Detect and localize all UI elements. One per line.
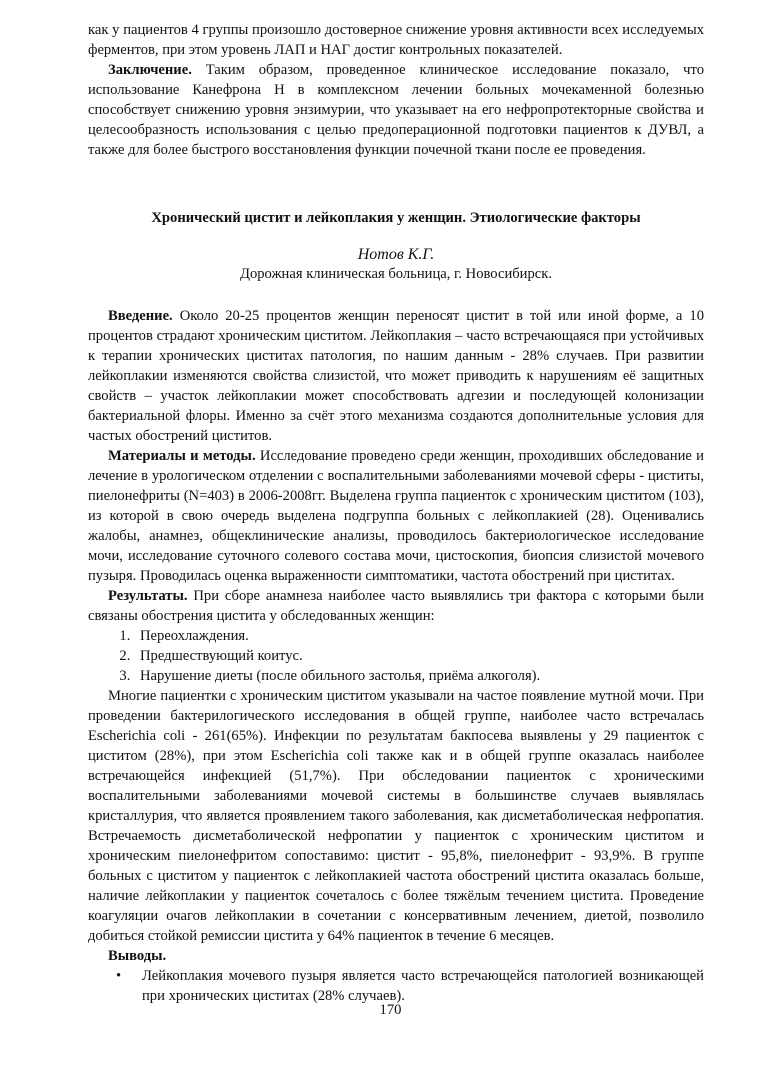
- article-affiliation: Дорожная клиническая больница, г. Новосибирск.: [239, 266, 552, 282]
- article-author: Нотов К.Г.: [357, 246, 435, 263]
- results-discussion-paragraph: Многие пациентки с хроническим циститом указывали на частое появление мутной мочи. При проведении бактерилогического исследования в общей группе, наиболее часто встречалась Escherichia coli - 261(65%). Инфекции по результатам бакпосева выявлены у 29 пациенток с циститом (28%), при этом Escherichia coli также как и в общей группе оказалась наиболее встречающейся инфекцией (51,7%). При обследовании пациенток с хроническими воспалительными заболеваниями мочевой системы в большинстве случаев выявлялась кристаллурия, что является проявлением такого заболевания, как дисметаболическая нефропатия. Встречаемость дисметаболической нефропатии у пациенток с хроническим циститом и хроническим пиелонефритом сопоставимо: цистит - 95,8%, пиелонефрит - 93,9%. В группе больных с циститом у пациенток с лейкоплакией частота обострений цистита оказалась больше, наличие лейкоплакии у пациенток сочеталось с более тяжёлым течением цистита. Проведение коагуляции очагов лейкоплакии в сочетании с консервативным лечением, диетой, позволило добиться стойкой ремиссии цистита у 64% пациенток в течение 6 месяцев.: [88, 688, 704, 944]
- factor-item: 2. Предшествующий коитус.: [134, 646, 704, 666]
- page-number: 170: [379, 1002, 402, 1018]
- previous-article-ending: [88, 20, 704, 160]
- introduction-paragraph: [88, 306, 704, 446]
- previous-conclusion-label: Заключение.: [108, 62, 192, 78]
- bullet-icon: •: [116, 968, 122, 984]
- conclusion-item: [116, 966, 704, 1006]
- factors-list: [88, 626, 704, 686]
- results-label: Результаты.: [108, 588, 188, 604]
- results-paragraph: [88, 586, 704, 626]
- methods-label: Материалы и методы.: [108, 448, 256, 464]
- conclusions-label: Выводы.: [108, 948, 167, 964]
- results-text: При сборе анамнеза наиболее часто выявлялись три фактора с которыми были связаны обострения цистита у обследованных женщин:: [88, 588, 704, 624]
- previous-conclusion-text: Таким образом, проведенное клиническое исследование показало, что использование Канефрона Н в комплексном лечении больных мочекаменной болезнью способствует снижению уровня энзимурии, что указывает на его нефропротекторные свойства и целесообразность использования с целью предоперационной подготовки пациентов к ДУВЛ, а также для более быстрого восстановления функции почечной ткани после ее проведения.: [88, 62, 704, 158]
- article-title: Хронический цистит и лейкоплакия у женщин. Этиологические факторы: [151, 210, 641, 226]
- introduction-label: Введение.: [108, 308, 173, 324]
- article-header: [88, 208, 704, 284]
- conclusions-list: [88, 966, 704, 1006]
- introduction-text: Около 20-25 процентов женщин переносят цистит в той или иной форме, а 10 процентов страдают хроническим циститом. Лейкоплакия – часто встречающаяся при устойчивых к терапии хронических циститах патология, по нашим данным - 28% случаев. При развитии лейкоплакии изменяются свойства слизистой, что может приводить к нарушениям её защитных свойств – участок лейкоплакии может способствовать адгезии и последующей колонизации бактериальной флоры. Именно за счёт этого механизма создаются дополнительные условия для частых обострений циститов.: [88, 308, 704, 444]
- conclusions-heading: [88, 946, 704, 966]
- factor-item: 3. Нарушение диеты (после обильного застолья, приёма алкоголя).: [134, 666, 704, 686]
- methods-paragraph: [88, 446, 704, 586]
- previous-article-text: как у пациентов 4 группы произошло достоверное снижение уровня активности всех исследуемых ферментов, при этом уровень ЛАП и НАГ достиг контрольных показателей.: [88, 22, 704, 58]
- conclusion-item-text: Лейкоплакия мочевого пузыря является часто встречающейся патологией возникающей при хронических циститах (28% случаев).: [142, 968, 704, 1004]
- factor-item: 1. Переохлаждения.: [134, 626, 704, 646]
- previous-conclusion: [88, 60, 704, 160]
- methods-text: Исследование проведено среди женщин, проходивших обследование и лечение в урологическом отделении с воспалительными заболеваниями мочевой сферы - циститы, пиелонефриты (N=403) в 2006-2008гг. Выделена группа пациенток с хроническим циститом (103), из которой в свою очередь выделена подгруппа больных с лейкоплакией (28). Оценивались жалобы, анамнез, общеклинические анализы, проводилось бактериологическое исследование мочи, исследование суточного солевого состава мочи, цистоскопия, биопсия слизистой мочевого пузыря. Проводилась оценка выраженности симптоматики, частота обострений при циститах.: [88, 448, 704, 584]
- article-body: [88, 306, 704, 1006]
